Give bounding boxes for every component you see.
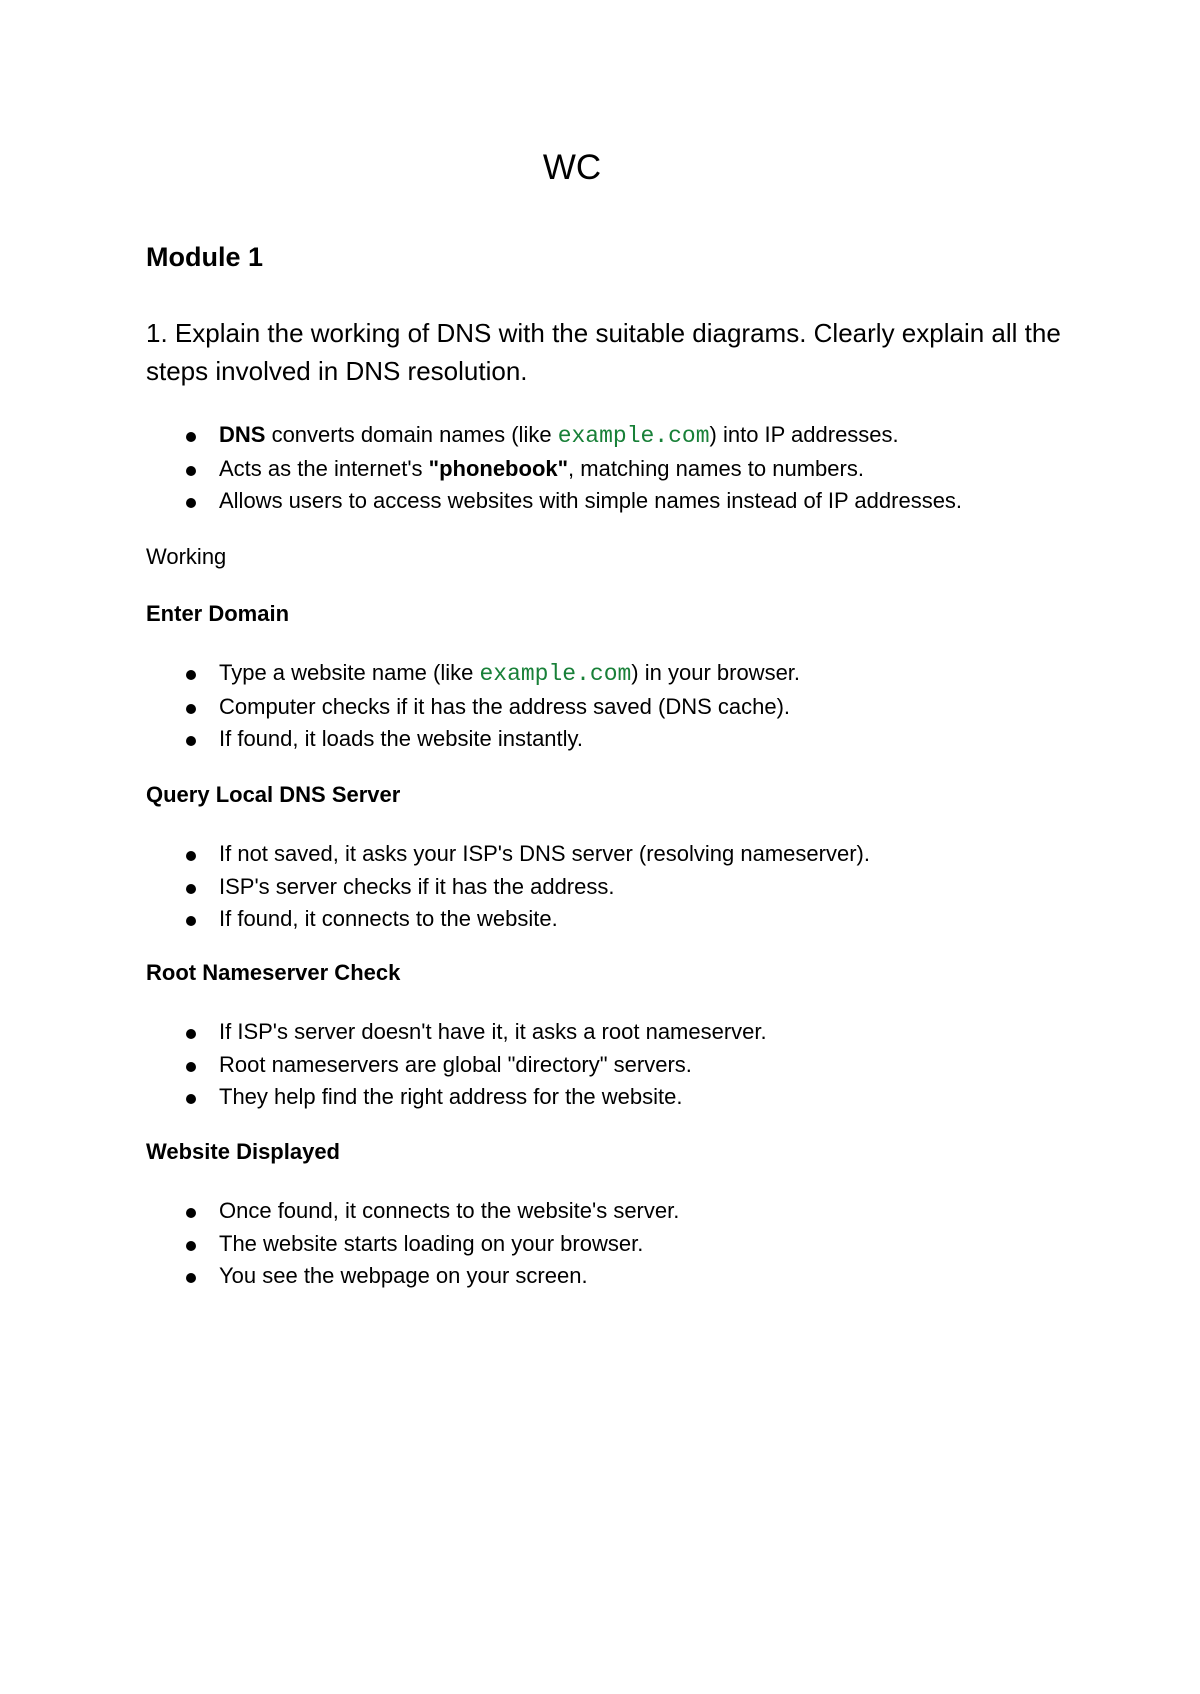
bullet-dot-icon (186, 1241, 196, 1251)
section-heading-enter-domain: Enter Domain (146, 601, 290, 626)
list-item (146, 723, 1076, 756)
bullet-dot-icon (186, 466, 196, 476)
bullet-text: Acts as the internet's (219, 455, 429, 481)
code-example-domain: example.com (557, 423, 710, 449)
list-item (146, 485, 1076, 518)
bullet-dot-icon (186, 884, 196, 894)
bullet-text: converts domain names (like (265, 422, 558, 447)
section-heading-query-local-dns: Query Local DNS Server (146, 782, 401, 807)
bullet-text: ) in your browser. (631, 660, 801, 685)
bullet-dot-icon (186, 704, 196, 714)
bullet-dot-icon (186, 1208, 196, 1218)
list-item (146, 903, 1076, 936)
list-item (146, 1049, 1076, 1082)
list-item (146, 1228, 1076, 1261)
bullet-dot-icon (186, 670, 196, 680)
section-heading-root-nameserver: Root Nameserver Check (146, 960, 401, 985)
bullet-text: ) into IP addresses. (709, 422, 899, 447)
phonebook-term: "phonebook" (428, 455, 569, 481)
intro-bullet-list (146, 419, 1076, 518)
bullet-text: If found, it connects to the website. (219, 906, 558, 931)
list-item (146, 453, 1076, 486)
bullet-text: , matching names to numbers. (568, 455, 864, 481)
document-title: WC (542, 148, 602, 187)
bullet-dot-icon (186, 1273, 196, 1283)
bullet-text: Once found, it connects to the website's server. (219, 1198, 680, 1223)
bullet-dot-icon (186, 1094, 196, 1104)
bullet-dot-icon (186, 736, 196, 746)
bullet-dot-icon (186, 1062, 196, 1072)
list-item (146, 838, 1076, 871)
bullet-text: Type a website name (like (219, 660, 480, 685)
list-item (146, 871, 1076, 904)
working-label: Working (146, 544, 227, 569)
section-heading-website-displayed: Website Displayed (146, 1139, 340, 1164)
list-item (146, 657, 1076, 691)
list-item (146, 1016, 1076, 1049)
bullet-text: They help find the right address for the website. (219, 1084, 683, 1109)
section-bullet-list (146, 838, 1076, 936)
bullet-text: Computer checks if it has the address saved (DNS cache). (219, 693, 791, 719)
bullet-text: ISP's server checks if it has the address. (219, 873, 615, 899)
list-item (146, 1195, 1076, 1228)
bullet-dot-icon (186, 498, 196, 508)
bullet-text: If not saved, it asks your ISP's DNS server (resolving nameserver). (219, 841, 870, 866)
bullet-dot-icon (186, 851, 196, 861)
bullet-dot-icon (186, 432, 196, 442)
list-item (146, 1081, 1076, 1114)
bullet-dot-icon (186, 1029, 196, 1039)
section-bullet-list (146, 1016, 1076, 1114)
bullet-text: The website starts loading on your browser. (219, 1230, 644, 1256)
section-bullet-list (146, 1195, 1076, 1293)
list-item (146, 691, 1076, 724)
bullet-text: If ISP's server doesn't have it, it asks a root nameserver. (219, 1019, 767, 1044)
bullet-dot-icon (186, 916, 196, 926)
bullet-text: You see the webpage on your screen. (219, 1263, 588, 1288)
section-bullet-list (146, 657, 1076, 756)
list-item (146, 1260, 1076, 1293)
bullet-text: If found, it loads the website instantly. (219, 726, 584, 751)
question-text: 1. Explain the working of DNS with the suitable diagrams. Clearly explain all the steps involved in DNS resolution. (146, 318, 1061, 386)
bullet-text: Allows users to access websites with simple names instead of IP addresses. (219, 488, 963, 513)
code-example-domain: example.com (479, 661, 632, 687)
list-item (146, 419, 1076, 453)
module-heading: Module 1 (146, 242, 264, 272)
bullet-text: Root nameservers are global "directory" servers. (219, 1051, 692, 1077)
dns-term: DNS (219, 422, 266, 447)
